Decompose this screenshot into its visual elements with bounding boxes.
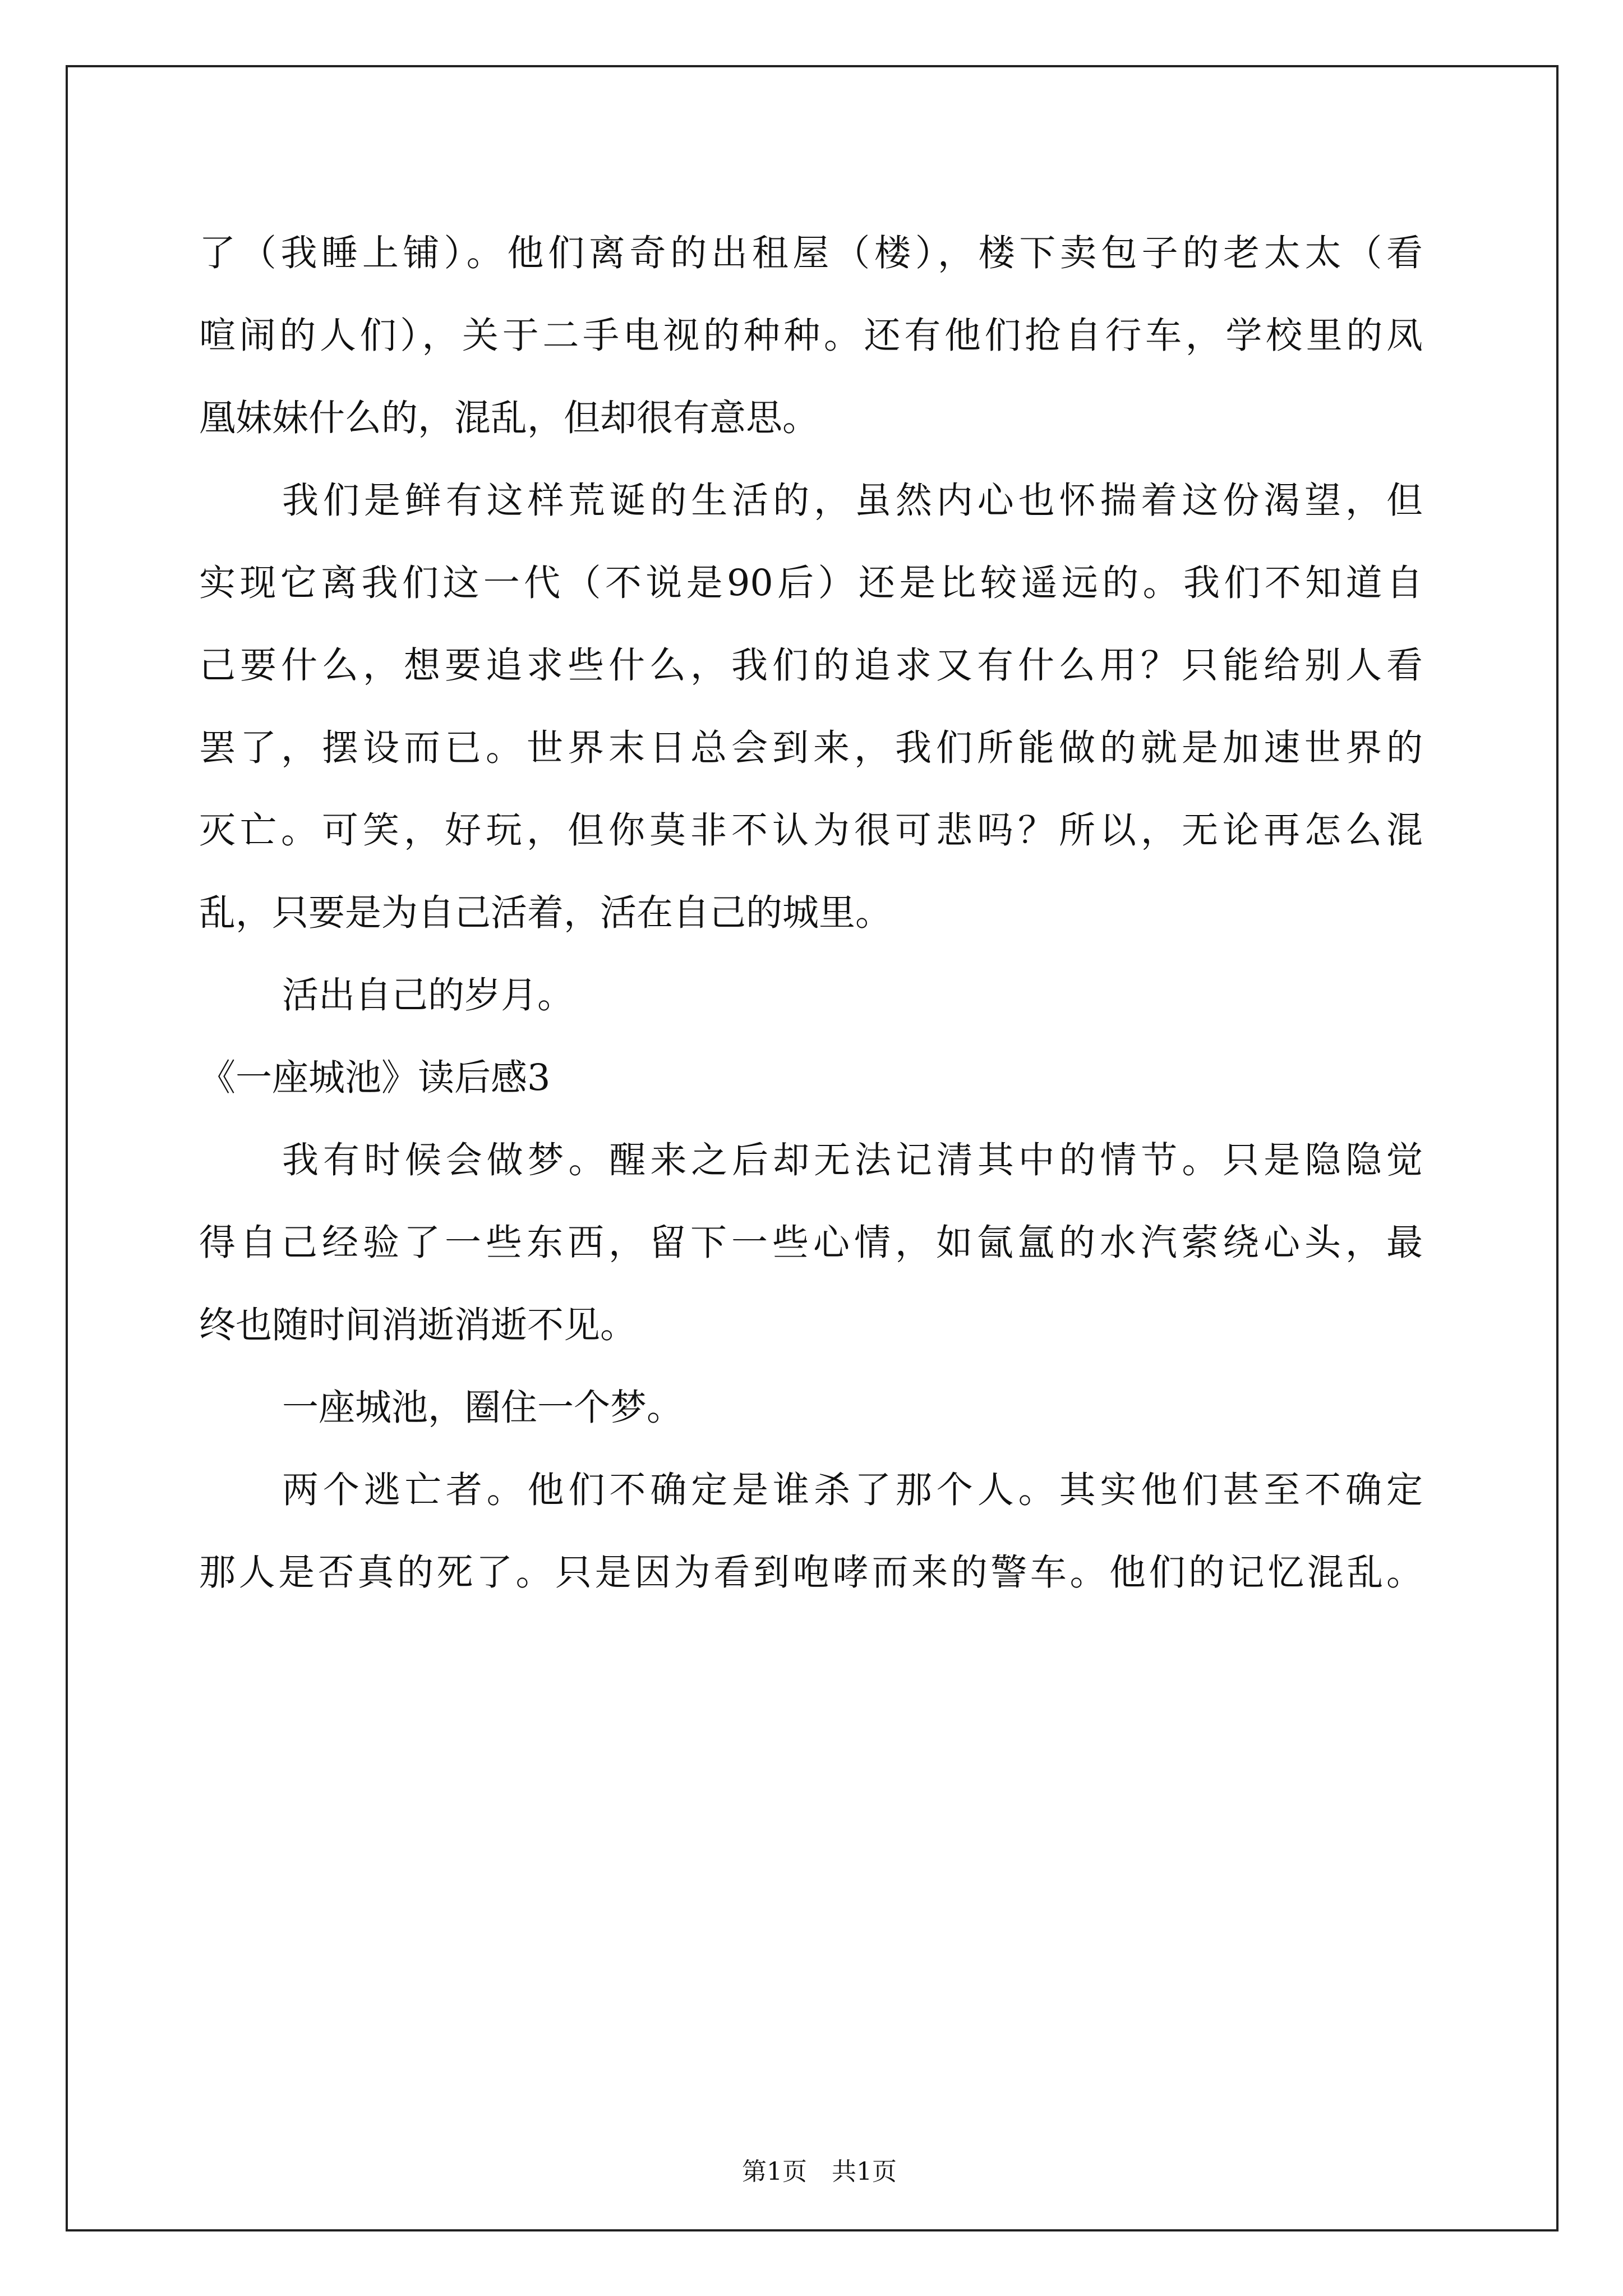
heading-text: 《一座城池》读后感3 — [199, 1057, 551, 1099]
text-line: 活出自己的岁月。 — [282, 974, 574, 1016]
paragraph — [199, 1366, 1423, 1449]
page-footer — [0, 2122, 1623, 2189]
paragraph — [199, 212, 1423, 459]
text-line: 我们是鲜有这样荒诞的生活的，虽然内心也怀揣着这份渴望，但 — [282, 480, 1423, 522]
text-line: 乱，只要是为自己活着，活在自己的城里。 — [199, 892, 892, 934]
text-line: 实现它离我们这一代（不说是90后）还是比较遥远的。我们不知道自 — [199, 562, 1423, 604]
text-line: 终也随时间消逝消逝不见。 — [199, 1304, 637, 1346]
text-line: 得自己经验了一些东西，留下一些心情，如氤氲的水汽萦绕心头，最 — [199, 1222, 1423, 1264]
paragraph — [199, 1449, 1423, 1614]
text-line: 一座城池，圈住一个梦。 — [282, 1387, 684, 1429]
paragraph — [199, 459, 1423, 954]
text-line: 灭亡。可笑，好玩，但你莫非不认为很可悲吗？所以，无论再怎么混 — [199, 809, 1423, 852]
text-line: 两个逃亡者。他们不确定是谁杀了那个人。其实他们甚至不确定 — [282, 1469, 1423, 1511]
paragraph — [199, 1119, 1423, 1366]
text-line: 我有时候会做梦。醒来之后却无法记清其中的情节。只是隐隐觉 — [282, 1139, 1423, 1181]
text-line: 己要什么，想要追求些什么，我们的追求又有什么用？只能给别人看 — [199, 645, 1423, 687]
text-line: 了（我睡上铺）。他们离奇的出租屋（楼），楼下卖包子的老太太（看 — [199, 232, 1423, 274]
page-number-label: 第1页 共1页 — [741, 2157, 897, 2186]
text-line: 那人是否真的死了。只是因为看到咆哮而来的警车。他们的记忆混乱。 — [199, 1552, 1423, 1594]
document-body — [199, 212, 1423, 1614]
text-line: 喧闹的人们），关于二手电视的种种。还有他们抢自行车，学校里的凤 — [199, 315, 1423, 357]
paragraph — [199, 954, 1423, 1037]
section-heading — [199, 1037, 1423, 1119]
text-line: 罢了，摆设而已。世界末日总会到来，我们所能做的就是加速世界的 — [199, 727, 1423, 769]
text-line: 凰妹妹什么的，混乱，但却很有意思。 — [199, 397, 819, 439]
